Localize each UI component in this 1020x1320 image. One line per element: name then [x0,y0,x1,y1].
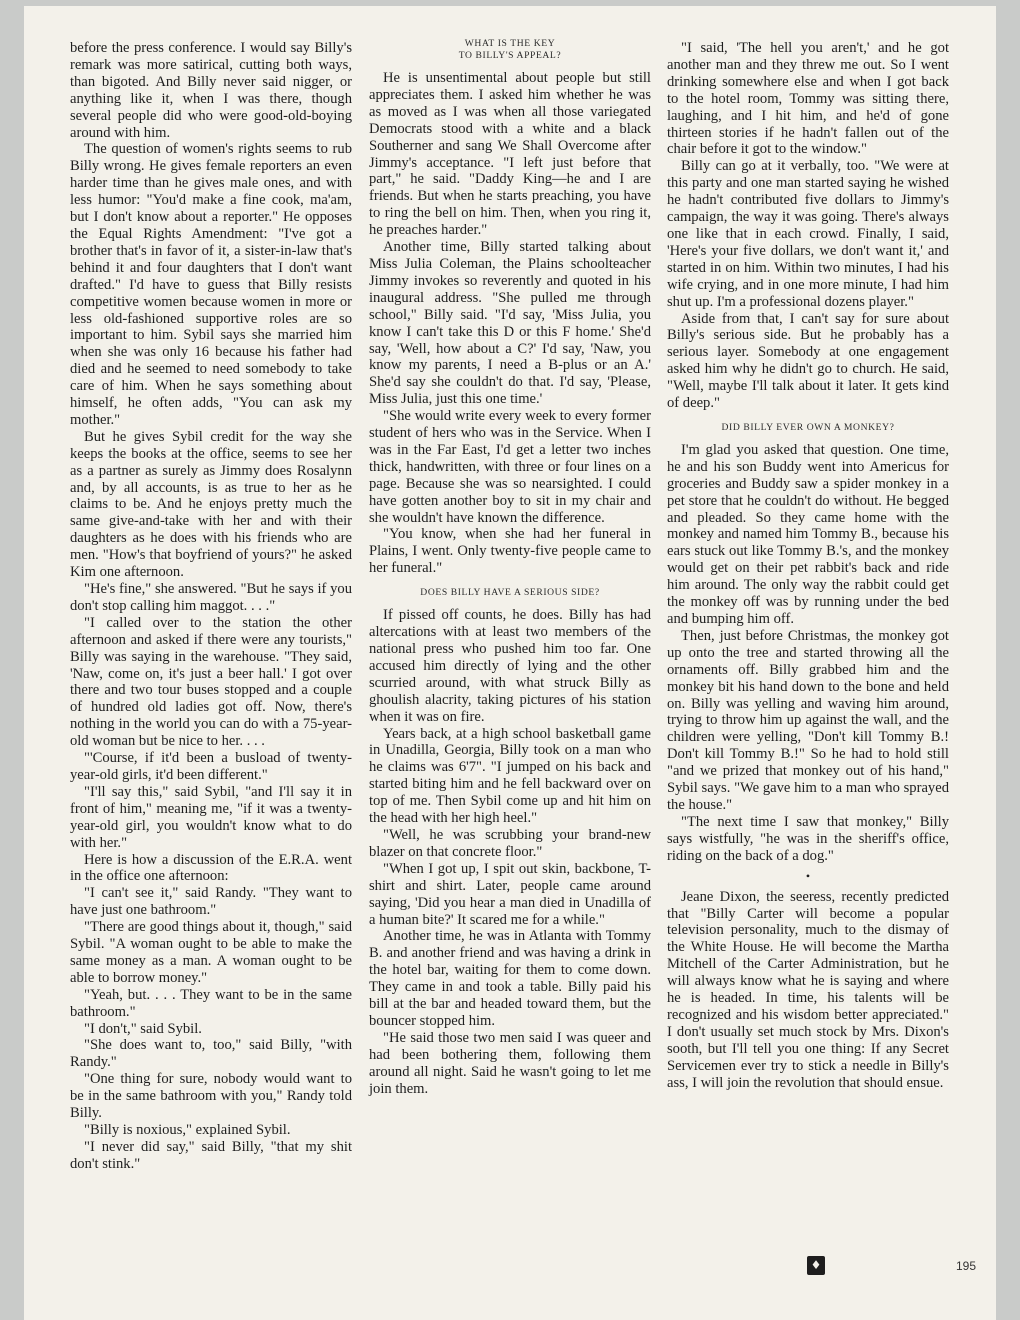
paragraph: Jeane Dixon, the seeress, recently predicted that "Billy Carter will become a popular television personality, much to the dismay of the White House. He will become the Martha Mitchell of the Carter Administration, but he will always know what he is saying and where he is headed. In time, his talents will be recognized and his wisdom better appreciated." I don't usually set much stock by Mrs. Dixon's sooth, but I'll tell you one thing: If any Secret Servicemen ever try to stick a needle in Billy's ass, I will join the revolution that should ensue. [667,888,949,1091]
paragraph: "I said, 'The hell you aren't,' and he got another man and they threw me out. So I went drinking somewhere else and when I got back to the hotel room, Tommy was sitting there, laughing, and I hit him, and he'd of gone thirteen stories if he hadn't fallen out of the chair before it got to the window." [667,40,949,158]
paragraph: But he gives Sybil credit for the way she keeps the books at the office, seems to see her as a partner as surely as Jimmy does Rosalynn and, by all accounts, is as true to her as he claims to be. And he enjoys pretty much the same give-and-take with her and with their daughters as he does with his friends who are men. "How's that boyfriend of yours?" he asked Kim one afternoon. [70,428,352,581]
paragraph: "I called over to the station the other afternoon and asked if there were any tourists," Billy was saying in the warehouse. "They said, 'Naw, come on, it's just a beer hall.' I got over there and two tour buses stopped and a couple of hundred old ladies got off. Now, there's nothing in the world you can do with a 75-year-old woman but be nice to her. . . . [70,614,352,750]
page-number: 195 [956,1259,977,1273]
section-heading-key [369,38,651,62]
paragraph: before the press conference. I would say Billy's remark was more satirical, cutting both ways, than bigoted. And Billy never said nigger, or anything like it, when I was there, though several people did who were good-old-boying around with him. [70,40,352,141]
paragraph: "She does want to, too," said Billy, "with Randy." [70,1037,352,1071]
bunny-logo-icon: ♦ [807,1256,825,1275]
paragraph: Aside from that, I can't say for sure about Billy's serious side. But he probably has a serious layer. Somebody at one engagement asked him why he didn't go to church. He said, "Well, maybe I'll talk about it later. It gets kind of deep." [667,310,949,412]
paragraph: Another time, he was in Atlanta with Tommy B. and another friend and was having a drink in the hotel bar, waiting for them to come down. They came in and took a table. Billy paid his bill at the bar and headed toward them, but the bouncer stopped him. [369,928,651,1029]
paragraph: Another time, Billy started talking about Miss Julia Coleman, the Plains schoolteacher Jimmy invokes so reverently and quoted in his inaugural address. "She pulled me through school," Billy said. "I'd say, 'Miss Julia, you know I can't take this D or this F home.' She'd say, 'Well, how about a C?' I'd say, 'Naw, you know my parents, I need a B-plus or an A.' She'd say she couldn't do that. I'd say, 'Please, Miss Julia, just this one time.' [369,239,651,408]
column-2 [369,40,651,1097]
paragraph: Billy can go at it verbally, too. "We were at this party and one man started saying he wished he hadn't contributed five dollars to Jimmy's campaign, the way it was going. There's always one like that in each crowd. Finally, I said, 'Here's your five dollars, we don't want it,' and started in on him. Within two minutes, I had his wife crying, and in one more minute, I had him shut up. I'm a professional dozens player." [667,158,949,310]
paragraph: "You know, when she had her funeral in Plains, I went. Only twenty-five people came to her funeral." [369,526,651,577]
column-1 [70,40,352,1173]
paragraph: "I can't see it," said Randy. "They want to have just one bathroom." [70,885,352,919]
paragraph: "I'll say this," said Sybil, "and I'll say it in front of him," meaning me, "if it was a twenty-year-old girl, you wouldn't know what to do with her." [70,783,352,851]
paragraph: He is unsentimental about people but still appreciates them. I asked him whether he was as moved as I was when all those variegated Democrats stood with a white and a black Southerner and sang We Shall Overcome after Jimmy's acceptance. "I left just before that part," he said. "Daddy King—he and I are friends. But when he starts preaching, you have to ring the bell on him. Then, when you ring it, he preaches harder." [369,70,651,239]
paragraph: "I don't," said Sybil. [84,1020,202,1037]
paragraph: Here is how a discussion of the E.R.A. went in the office one afternoon: [70,851,352,885]
paragraph: If pissed off counts, he does. Billy has had altercations with at least two members of the national press who pushed him too far. One accused him directly of lying and the other scurried around, with what struck Billy as ghoulish alacrity, taking pictures of his station when it was on fire. [369,607,651,725]
paragraph: "Yeah, but. . . . They want to be in the same bathroom." [70,986,352,1020]
section-heading-line: TO BILLY'S APPEAL? [458,50,562,61]
paragraph: "She would write every week to every former student of hers who was in the Service. When I was in the Far East, I'd get a letter two inches thick, handwritten, with three or four lines on a page. Because she was so nearsighted. I could have gotten another boy to sit in my chair and she wouldn't have known the difference. [369,408,651,526]
paragraph: Then, just before Christmas, the monkey got up onto the tree and started throwing all the ornaments off. Billy grabbed him and the monkey bit his hand down to the bone and held on. Billy was yelling and waving him around, trying to throw him up against the wall, and the children were yelling, "Don't kill Tommy B.! Don't kill Tommy B.!" So he had to hold still "and we prized that monkey out of his hand," Sybil says. "We gave him to a man who sprayed the house." [667,627,949,813]
paragraph: "When I got up, I spit out skin, backbone, T-shirt and shirt. Later, people came around saying, 'Did you hear a man died in Unadilla of a human bite?' It scared me for a while." [369,860,651,928]
section-heading-line: WHAT IS THE KEY [464,38,556,49]
paragraph: "The next time I saw that monkey," Billy says wistfully, "he was in the sheriff's office, riding on the back of a dog." [667,813,949,864]
magazine-page [24,6,996,1320]
column-3 [667,40,949,1091]
paragraph: "I never did say," said Billy, "that my shit don't stink." [70,1138,352,1172]
paragraph: "Well, he was scrubbing your brand-new blazer on that concrete floor." [369,826,651,860]
paragraph: "Billy is noxious," explained Sybil. [84,1122,291,1138]
paragraph: "He said those two men said I was queer and had been bothering them, following them around all night. Said he wasn't going to let me join them. [369,1029,651,1097]
paragraph: The question of women's rights seems to rub Billy wrong. He gives female reporters an even harder time than he gives male ones, and with less humor: "You'd make a fine cook, ma'am, but I don't know about a reporter." He opposes the Equal Rights Amendment: "I've got a brother that's in favor of it, a sister-in-law that's behind it and four daughters that I don't want drafted." I'd have to guess that Billy resists competitive women because women in more or less old-fashioned supportive roles are so important to him. Sybil says she married him when she was only 16 because his father had died and he seemed to need somebody to take care of him. When he says something about himself, he often adds, "You can ask my mother." [70,141,352,428]
paragraph: I'm glad you asked that question. One time, he and his son Buddy went into Americus for groceries and Buddy saw a spider monkey in a pet store that he couldn't do without. He begged and pleaded. So they came home with the monkey and named him Tommy B., because his ears stuck out like Tommy B.'s, and the monkey would get on their pet rabbit's back and ride him around. The only way the rabbit could get the monkey off was by running under the bed and bumping him off. [667,441,949,627]
paragraph: "One thing for sure, nobody would want to be in the same bathroom with you," Randy told Billy. [70,1071,352,1122]
paragraph: "He's fine," she answered. "But he says if you don't stop calling him maggot. . . ." [70,581,352,614]
section-heading-serious: DOES BILLY HAVE A SERIOUS SIDE? [420,587,600,599]
paragraph: "There are good things about it, though," said Sybil. "A woman ought to be able to make the same money as a man. A woman ought to be able to borrow money." [70,919,352,986]
paragraph: "'Course, if it'd been a busload of twenty-year-old girls, it'd been different." [70,750,352,783]
paragraph: Years back, at a high school basketball game in Unadilla, Georgia, Billy took on a man who he claims was 6'7". "I jumped on his back and started biting him and he fell backward over on top of me. Then Sybil come up and hit him on the head with her high heel." [369,725,651,827]
section-separator: • [805,868,811,883]
section-heading-monkey: DID BILLY EVER OWN A MONKEY? [721,421,895,433]
